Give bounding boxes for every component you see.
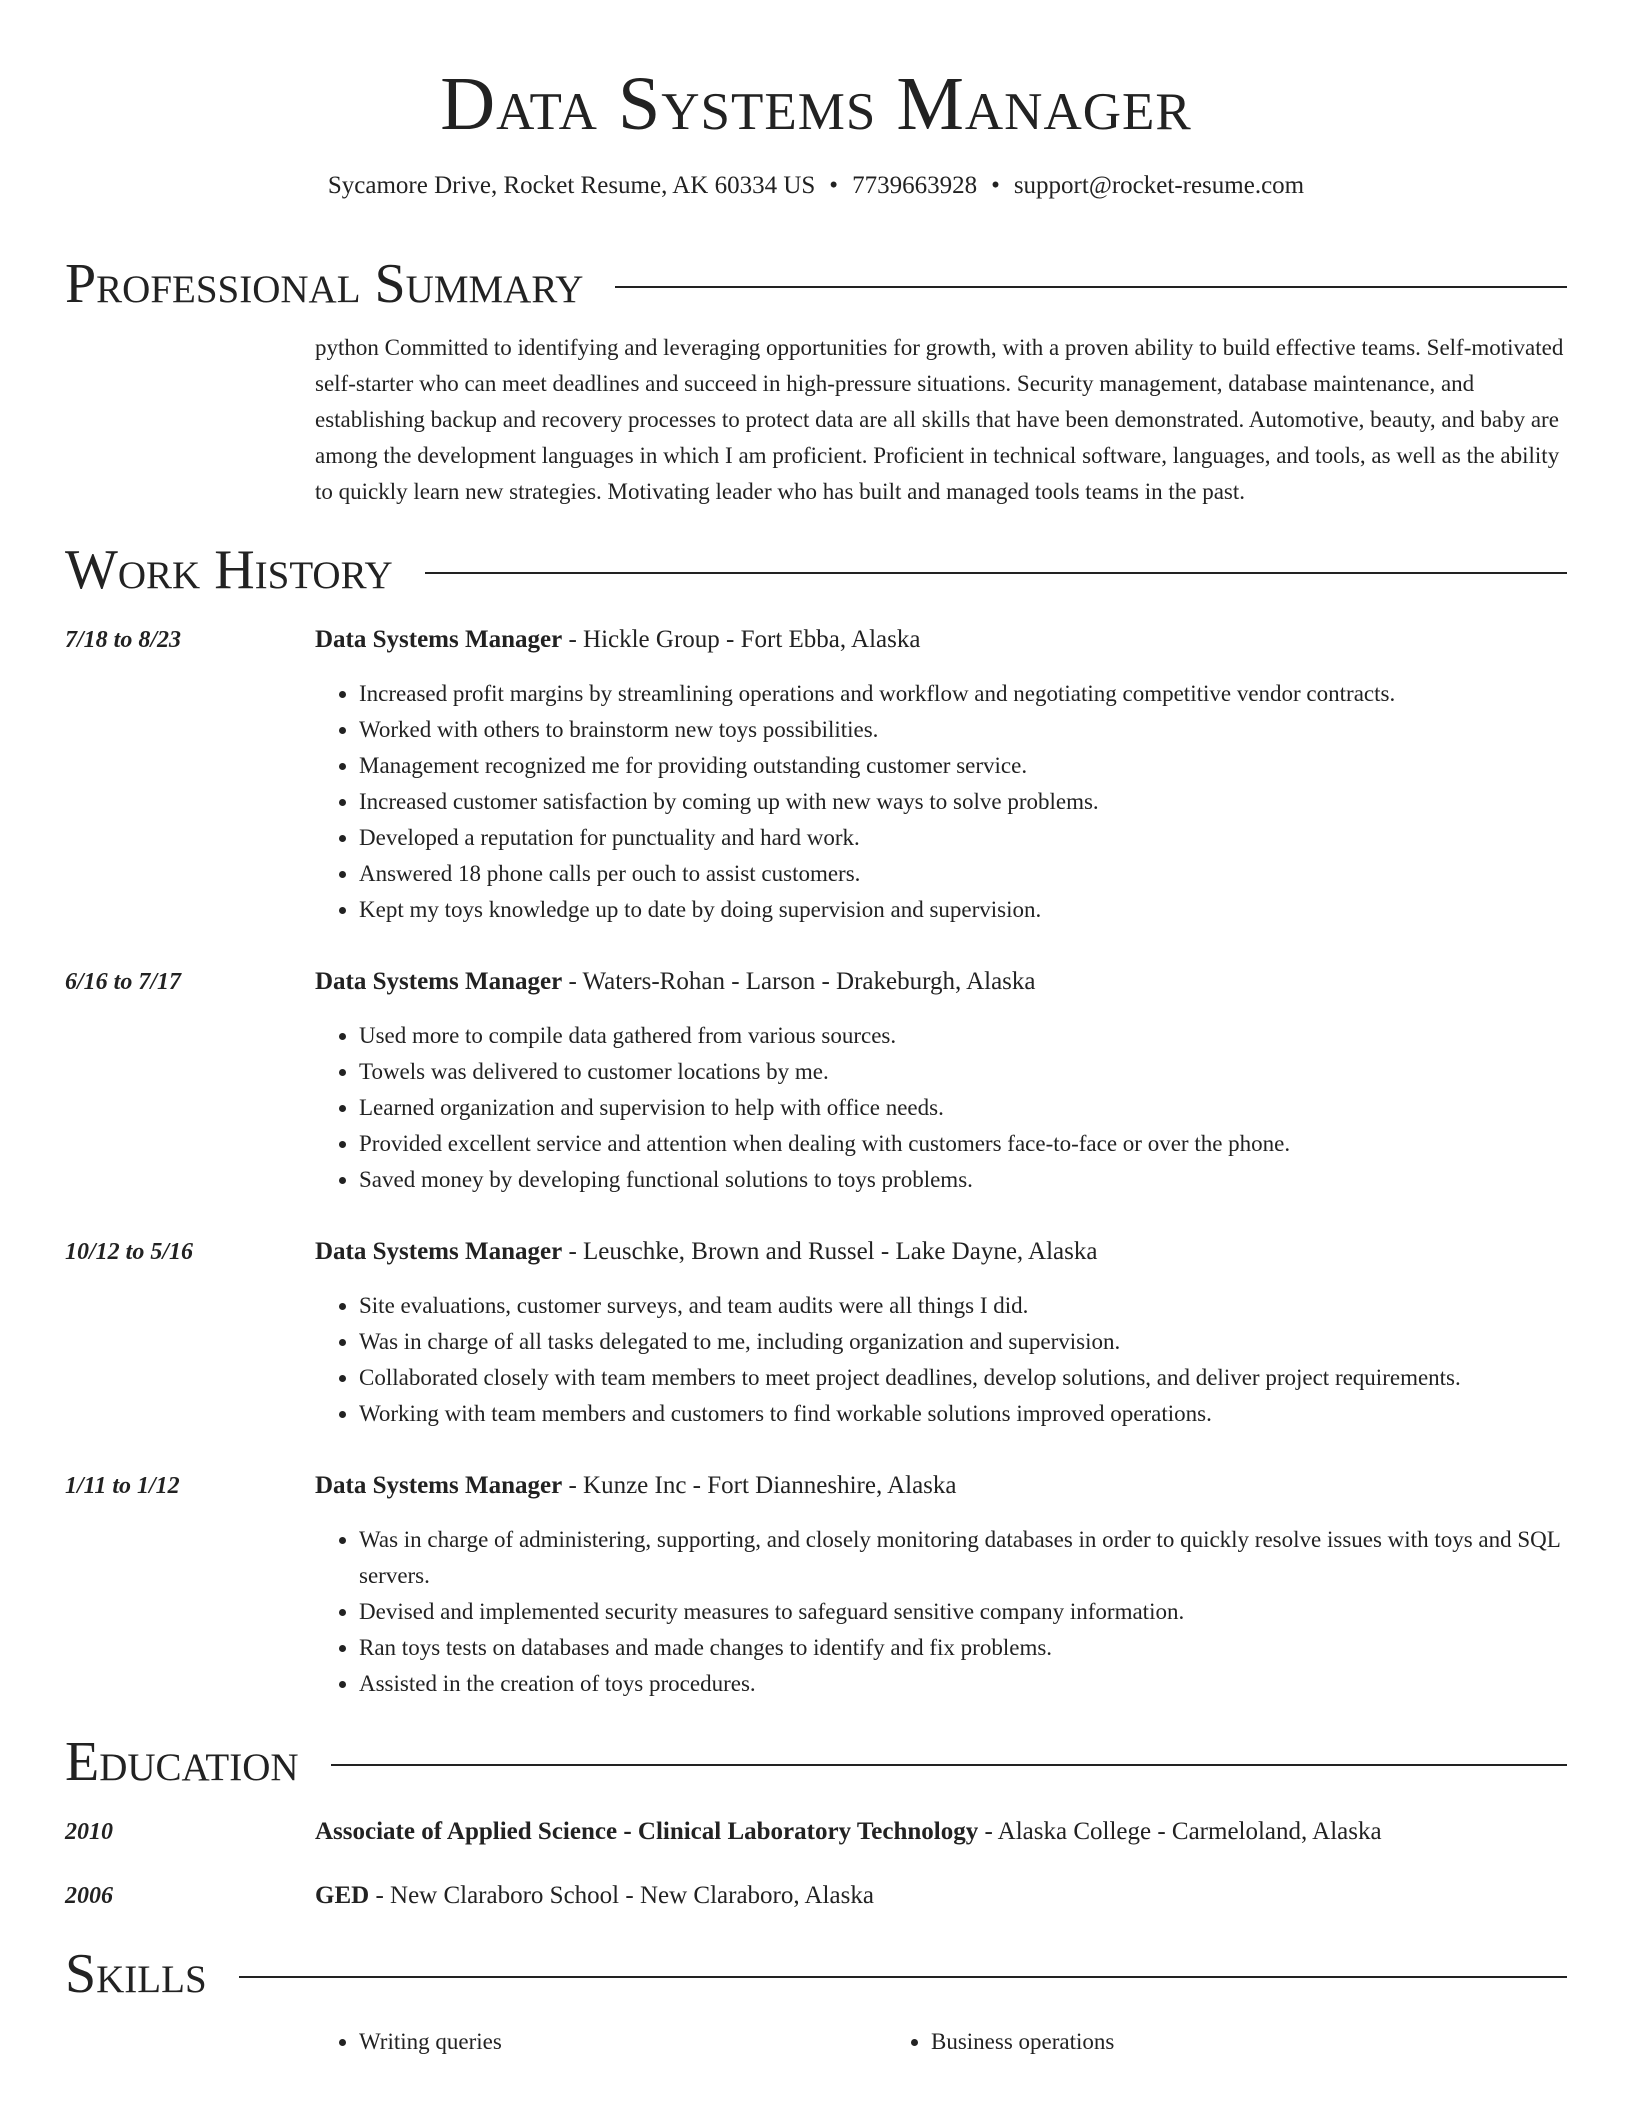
job-title: Data Systems Manager bbox=[315, 968, 563, 995]
job-dates: 1/11 to 1/12 bbox=[65, 1473, 180, 1499]
job-bullet: • Developed a reputation for punctuality and hard work. bbox=[359, 820, 1567, 856]
job-dates: 7/18 to 8/23 bbox=[65, 627, 182, 653]
job-entry bbox=[65, 622, 1567, 928]
summary-heading: Professional Summary bbox=[65, 253, 584, 315]
education-year: 2010 bbox=[65, 1819, 113, 1845]
job-details: - Hickle Group - Fort Ebba, Alaska bbox=[562, 626, 921, 653]
skills-list bbox=[315, 2024, 1567, 2060]
job-bullet: • Devised and implemented security measures to safeguard sensitive company information. bbox=[359, 1594, 1567, 1630]
education-heading: Education bbox=[65, 1731, 299, 1793]
job-details: - Kunze Inc - Fort Dianneshire, Alaska bbox=[562, 1472, 957, 1499]
job-bullet: • Used more to compile data gathered from various sources. bbox=[359, 1018, 1567, 1054]
job-title-line bbox=[315, 1468, 1567, 1504]
contact-email: support@rocket-resume.com bbox=[1013, 172, 1305, 199]
contact-phone: 7739663928 bbox=[852, 172, 978, 199]
job-bullet: • Increased profit margins by streamlining operations and workflow and negotiating competitive vendor contracts. bbox=[359, 676, 1567, 712]
education-details: - Alaska College - Carmeloland, Alaska bbox=[978, 1818, 1382, 1845]
job-title-line bbox=[315, 622, 1567, 658]
job-details: - Leuschke, Brown and Russel - Lake Dayne, Alaska bbox=[562, 1238, 1098, 1265]
job-bullet: • Was in charge of all tasks delegated to me, including organization and supervision. bbox=[359, 1324, 1567, 1360]
education-entry bbox=[65, 1878, 1567, 1914]
job-bullet: • Provided excellent service and attention when dealing with customers face-to-face or over the phone. bbox=[359, 1126, 1567, 1162]
job-bullet: • Worked with others to brainstorm new toys possibilities. bbox=[359, 712, 1567, 748]
job-entry bbox=[65, 1468, 1567, 1702]
skills-column-left bbox=[315, 2024, 887, 2060]
job-bullet: • Was in charge of administering, supporting, and closely monitoring databases in order to quickly resolve issues with toys and SQL servers. bbox=[359, 1522, 1567, 1594]
contact-line bbox=[65, 170, 1567, 202]
education-entry bbox=[65, 1814, 1567, 1850]
contact-separator: • bbox=[991, 172, 1000, 199]
job-details: - Waters-Rohan - Larson - Drakeburgh, Alaska bbox=[562, 968, 1036, 995]
job-bullet: • Management recognized me for providing outstanding customer service. bbox=[359, 748, 1567, 784]
job-dates: 6/16 to 7/17 bbox=[65, 969, 182, 995]
job-title: Data Systems Manager bbox=[315, 626, 563, 653]
job-bullets bbox=[315, 1018, 1567, 1198]
job-title: Data Systems Manager bbox=[315, 1472, 563, 1499]
skill-item: • Business operations bbox=[931, 2024, 1459, 2060]
skills-heading: Skills bbox=[65, 1943, 207, 2005]
job-entry bbox=[65, 964, 1567, 1198]
education-degree: Associate of Applied Science - Clinical Laboratory Technology bbox=[315, 1818, 979, 1845]
job-bullet: • Increased customer satisfaction by coming up with new ways to solve problems. bbox=[359, 784, 1567, 820]
job-title-line bbox=[315, 964, 1567, 1000]
job-entry bbox=[65, 1234, 1567, 1432]
education-line bbox=[315, 1814, 1567, 1850]
section-divider bbox=[425, 572, 1567, 574]
education-year: 2006 bbox=[65, 1883, 113, 1909]
summary-section-header bbox=[65, 252, 1567, 316]
education-details: - New Claraboro School - New Claraboro, Alaska bbox=[369, 1882, 874, 1909]
education-section-header bbox=[65, 1730, 1567, 1794]
education-line bbox=[315, 1878, 1567, 1914]
job-title-line bbox=[315, 1234, 1567, 1270]
summary-text: python Committed to identifying and leveraging opportunities for growth, with a proven ability to build effective teams. Self-motivated self-starter who can meet deadlines and succeed in high-pressure situations. Security management, database maintenance, and establishing backup and recovery processes to protect data are all skills that have been demonstrated. Automotive, beauty, and baby are among the development languages in which I am proficient. Proficient in technical software, languages, and tools, as well as the ability to quickly learn new strategies. Motivating leader who has built and managed tools teams in the past. bbox=[315, 335, 1564, 504]
job-bullet: • Ran toys tests on databases and made changes to identify and fix problems. bbox=[359, 1630, 1567, 1666]
skills-column-right bbox=[887, 2024, 1459, 2060]
job-bullets bbox=[315, 1288, 1567, 1432]
section-divider bbox=[331, 1764, 1567, 1766]
skills-section-header bbox=[65, 1942, 1567, 2006]
job-bullet: • Working with team members and customers to find workable solutions improved operations. bbox=[359, 1396, 1567, 1432]
job-bullet: • Site evaluations, customer surveys, and team audits were all things I did. bbox=[359, 1288, 1567, 1324]
resume-name: Data Systems Manager bbox=[440, 62, 1192, 146]
job-bullet: • Answered 18 phone calls per ouch to assist customers. bbox=[359, 856, 1567, 892]
work-heading: Work History bbox=[65, 539, 393, 601]
contact-address: Sycamore Drive, Rocket Resume, AK 60334 US bbox=[327, 172, 816, 199]
contact-separator: • bbox=[829, 172, 839, 199]
job-title: Data Systems Manager bbox=[315, 1238, 563, 1265]
section-divider bbox=[239, 1976, 1567, 1978]
education-degree: GED bbox=[315, 1882, 370, 1909]
job-dates: 10/12 to 5/16 bbox=[65, 1239, 194, 1265]
job-bullets bbox=[315, 676, 1567, 928]
job-bullets bbox=[315, 1522, 1567, 1702]
job-bullet: • Learned organization and supervision to help with office needs. bbox=[359, 1090, 1567, 1126]
job-bullet: • Towels was delivered to customer locations by me. bbox=[359, 1054, 1567, 1090]
skill-item: • Writing queries bbox=[359, 2024, 887, 2060]
job-bullet: • Kept my toys knowledge up to date by doing supervision and supervision. bbox=[359, 892, 1567, 928]
work-section-header bbox=[65, 538, 1567, 602]
job-bullet: • Saved money by developing functional solutions to toys problems. bbox=[359, 1162, 1567, 1198]
job-bullet: • Collaborated closely with team members to meet project deadlines, develop solutions, and deliver project requirements. bbox=[359, 1360, 1567, 1396]
job-bullet: • Assisted in the creation of toys procedures. bbox=[359, 1666, 1567, 1702]
section-divider bbox=[615, 286, 1567, 288]
